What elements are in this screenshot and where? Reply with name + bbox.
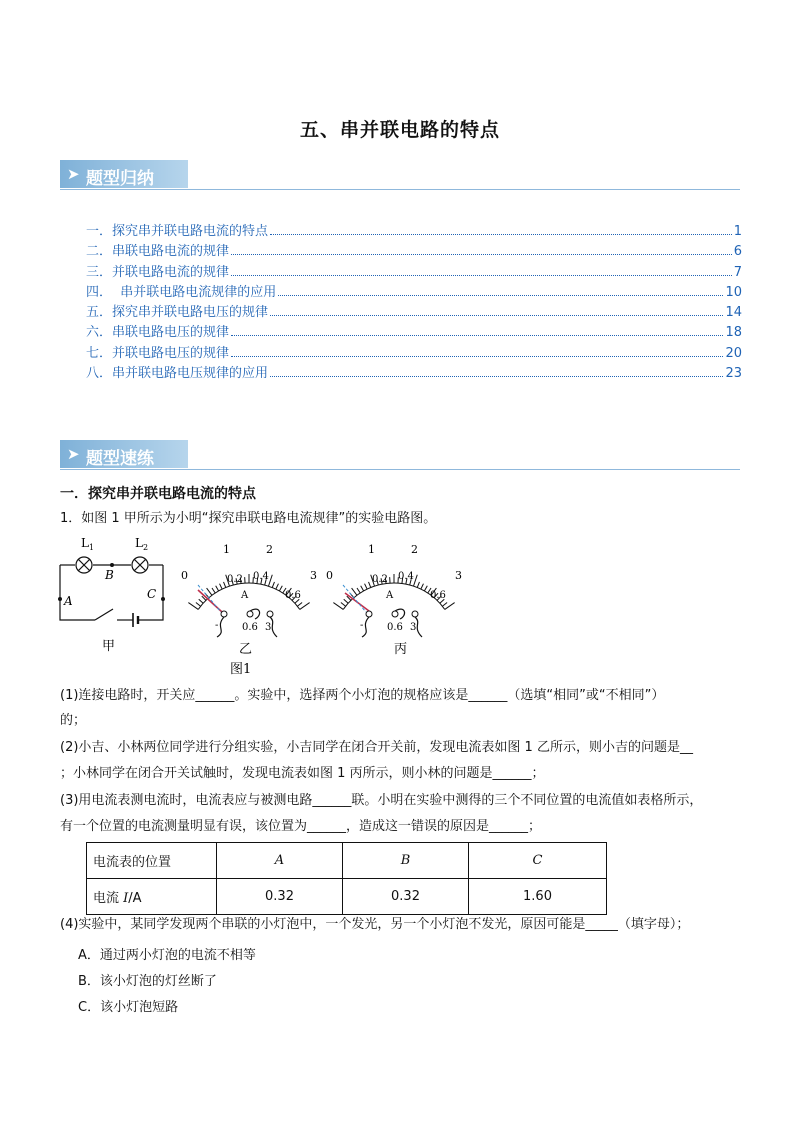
scale-label: 0 bbox=[326, 569, 333, 582]
section-label: 题型速练 bbox=[86, 449, 154, 469]
meter-tick bbox=[276, 584, 279, 589]
toc-item[interactable] bbox=[86, 342, 742, 362]
meter-tick bbox=[442, 603, 447, 607]
page-title: 五、串并联电路的特点 bbox=[299, 119, 500, 141]
point-a bbox=[58, 597, 62, 601]
meter-tick bbox=[216, 586, 219, 591]
terminal bbox=[366, 611, 372, 617]
meter-tick bbox=[224, 582, 226, 588]
section-header-practice bbox=[60, 440, 740, 470]
terminal bbox=[392, 611, 398, 617]
toc-item[interactable] bbox=[86, 321, 742, 341]
toc-page[interactable]: 1 bbox=[733, 224, 742, 239]
label-c: C bbox=[147, 587, 157, 601]
terminal bbox=[221, 611, 227, 617]
divider bbox=[60, 189, 740, 190]
table-header: B bbox=[343, 843, 469, 879]
section-tab bbox=[60, 440, 188, 468]
table-cell bbox=[87, 879, 217, 915]
toc-item[interactable] bbox=[86, 220, 742, 240]
table-row bbox=[87, 879, 607, 915]
terminal bbox=[267, 611, 273, 617]
toc-page[interactable]: 23 bbox=[725, 366, 742, 382]
scale-label: 2 bbox=[266, 543, 273, 556]
table-cell: 1.60 bbox=[469, 879, 607, 915]
toc-item-label[interactable]: 二．串联电路电流的规律 bbox=[86, 244, 230, 260]
table-row bbox=[87, 843, 607, 879]
meter-tick bbox=[279, 586, 282, 591]
toc-page[interactable]: 14 bbox=[725, 305, 742, 321]
scale-label: 0.2 bbox=[227, 574, 243, 585]
toc-page[interactable]: 18 bbox=[725, 325, 742, 341]
figure-1 bbox=[55, 535, 475, 685]
meter-tick bbox=[196, 603, 201, 607]
meter-tick bbox=[424, 586, 427, 591]
meter-unit: A bbox=[386, 590, 394, 601]
terminal-label: 3 bbox=[265, 622, 272, 633]
switch bbox=[95, 609, 113, 620]
toc-page[interactable]: 20 bbox=[725, 345, 742, 361]
table-cell: 0.32 bbox=[217, 879, 343, 915]
question-text: ；小林同学在闭合开关试触时，发现电流表如图 1 丙所示，则小林的问题是______； bbox=[60, 766, 545, 781]
table-cell: 0.32 bbox=[343, 879, 469, 915]
meter-tick bbox=[414, 575, 418, 586]
chevron-right-icon: ➤ bbox=[67, 445, 80, 463]
option-a: A．通过两小灯泡的电流不相等 bbox=[78, 948, 256, 963]
circuit-wire bbox=[60, 565, 95, 620]
toc-item[interactable] bbox=[86, 301, 742, 321]
toc-item-label[interactable]: 四． 串并联电路电流规律的应用 bbox=[86, 284, 277, 300]
meter-tick bbox=[417, 582, 419, 588]
toc-leader bbox=[231, 254, 732, 255]
toc-item[interactable] bbox=[86, 362, 742, 382]
question-text: (2)小吉、小林两位同学进行分组实验，小吉同学在闭合开关前，发现电流表如图 1 乙所示，则小吉的问题是__ bbox=[60, 740, 693, 755]
ammeter-yi bbox=[181, 543, 317, 677]
label-jia: 甲 bbox=[102, 639, 116, 654]
meter-tick bbox=[361, 586, 364, 591]
terminal-label: 0.6 bbox=[242, 622, 258, 633]
cell-text: 电流 bbox=[93, 891, 124, 906]
toc-item-label[interactable]: 五．探究串并联电路电压的规律 bbox=[86, 305, 269, 321]
meter-tick bbox=[344, 599, 348, 603]
question-part-4: (4)实验中，某同学发现两个串联的小灯泡中，一个发光，另一个小灯泡不发光，原因可能是_____（填字母）； bbox=[60, 917, 690, 932]
current-table bbox=[86, 842, 607, 915]
section-header-summary bbox=[60, 160, 740, 190]
scale-label: 1 bbox=[368, 543, 375, 556]
toc-page[interactable]: 10 bbox=[725, 284, 742, 300]
toc-leader bbox=[270, 234, 732, 235]
scale-label: 3 bbox=[310, 569, 317, 582]
ammeter-bing bbox=[326, 543, 462, 657]
meter-tick bbox=[357, 588, 360, 593]
table-header: C bbox=[469, 843, 607, 879]
question-part-3 bbox=[60, 791, 750, 837]
table-header: A bbox=[217, 843, 343, 879]
question-text: (3)用电流表测电流时，电流表应与被测电路______联。小明在实验中测得的三个不同位置的电流值如表格所示， bbox=[60, 793, 703, 808]
terminal bbox=[247, 611, 253, 617]
scale-label: 3 bbox=[455, 569, 462, 582]
meter-tick bbox=[220, 584, 223, 589]
meter-tick bbox=[421, 584, 424, 589]
toc-leader bbox=[231, 335, 723, 336]
question-text: 的； bbox=[60, 713, 87, 728]
toc-item[interactable] bbox=[86, 261, 742, 281]
toc-item-label[interactable]: 六．串联电路电压的规律 bbox=[86, 325, 230, 341]
meter-tick bbox=[207, 588, 212, 595]
topic-heading: 一．探究串并联电路电流的特点 bbox=[60, 486, 256, 502]
terminal-label: - bbox=[360, 620, 364, 631]
meter-tick bbox=[341, 603, 346, 607]
chevron-right-icon: ➤ bbox=[67, 165, 80, 183]
toc-leader bbox=[231, 275, 732, 276]
point-c bbox=[161, 597, 165, 601]
question-text: (1)连接电路时，开关应______。实验中，选择两个小灯泡的规格应该是______（选填“相同”或“不相同”） bbox=[60, 688, 665, 703]
meter-wire bbox=[250, 609, 260, 619]
meter-unit: A bbox=[241, 590, 249, 601]
meter-wire bbox=[395, 609, 405, 619]
toc-item[interactable] bbox=[86, 281, 742, 301]
meter-tick bbox=[272, 582, 274, 588]
label-a: A bbox=[64, 594, 73, 608]
toc-leader bbox=[231, 356, 723, 357]
question-text: 有一个位置的电流测量明显有误，该位置为______，造成这一错误的原因是______； bbox=[60, 819, 542, 834]
label-b: B bbox=[105, 568, 114, 582]
label-bing: 丙 bbox=[394, 642, 408, 657]
toc-leader bbox=[270, 376, 723, 377]
toc-leader bbox=[278, 295, 723, 296]
point-b bbox=[110, 563, 114, 567]
scale-label: 0.4 bbox=[398, 571, 414, 582]
label-yi: 乙 bbox=[239, 642, 253, 657]
terminal-label: 3 bbox=[410, 622, 417, 633]
question-part-1 bbox=[60, 686, 750, 731]
option-b: B．该小灯泡的灯丝断了 bbox=[78, 974, 217, 989]
toc-item-label[interactable]: 一．探究串并联电路电流的特点 bbox=[86, 224, 269, 239]
section-label: 题型归纳 bbox=[86, 169, 154, 189]
scale-label: 2 bbox=[411, 543, 418, 556]
meter-tick bbox=[199, 599, 203, 603]
meter-tick bbox=[269, 575, 273, 586]
section-tab bbox=[60, 160, 188, 188]
toc-page[interactable]: 7 bbox=[733, 264, 742, 280]
figure-caption: 图1 bbox=[230, 662, 252, 677]
scale-label: 0.6 bbox=[285, 590, 301, 601]
terminal-label: - bbox=[215, 620, 219, 631]
option-c: C．该小灯泡短路 bbox=[78, 1000, 179, 1015]
cell-text: I bbox=[123, 891, 129, 906]
toc-leader bbox=[270, 315, 723, 316]
scale-label: 0.2 bbox=[372, 574, 388, 585]
question-part-2 bbox=[60, 738, 750, 784]
toc-item-label[interactable]: 三．并联电路电流的规律 bbox=[86, 264, 230, 280]
scale-label: 0.4 bbox=[253, 571, 269, 582]
terminal bbox=[412, 611, 418, 617]
toc-item-label[interactable]: 七．并联电路电压的规律 bbox=[86, 345, 230, 361]
meter-tick bbox=[365, 584, 368, 589]
scale-label: 0 bbox=[181, 569, 188, 582]
meter-tick bbox=[352, 588, 357, 595]
label-l1: $L_1$ bbox=[81, 536, 95, 552]
terminal-label: 0.6 bbox=[387, 622, 403, 633]
divider bbox=[60, 469, 740, 470]
meter-tick bbox=[369, 582, 371, 588]
scale-label: 1 bbox=[223, 543, 230, 556]
question-intro: 1．如图 1 甲所示为小明“探究串联电路电流规律”的实验电路图。 bbox=[60, 511, 437, 526]
table-cell: 电流表的位置 bbox=[87, 843, 217, 879]
cell-text: /A bbox=[128, 891, 142, 906]
table-of-contents bbox=[86, 220, 742, 382]
toc-item[interactable] bbox=[86, 240, 742, 260]
toc-item-label[interactable]: 八．串并联电路电压规律的应用 bbox=[86, 366, 269, 382]
meter-tick bbox=[297, 603, 302, 607]
meter-tick bbox=[212, 588, 215, 593]
toc-page[interactable]: 6 bbox=[733, 244, 742, 260]
scale-label: 0.6 bbox=[430, 590, 446, 601]
label-l2: $L_2$ bbox=[135, 536, 149, 552]
